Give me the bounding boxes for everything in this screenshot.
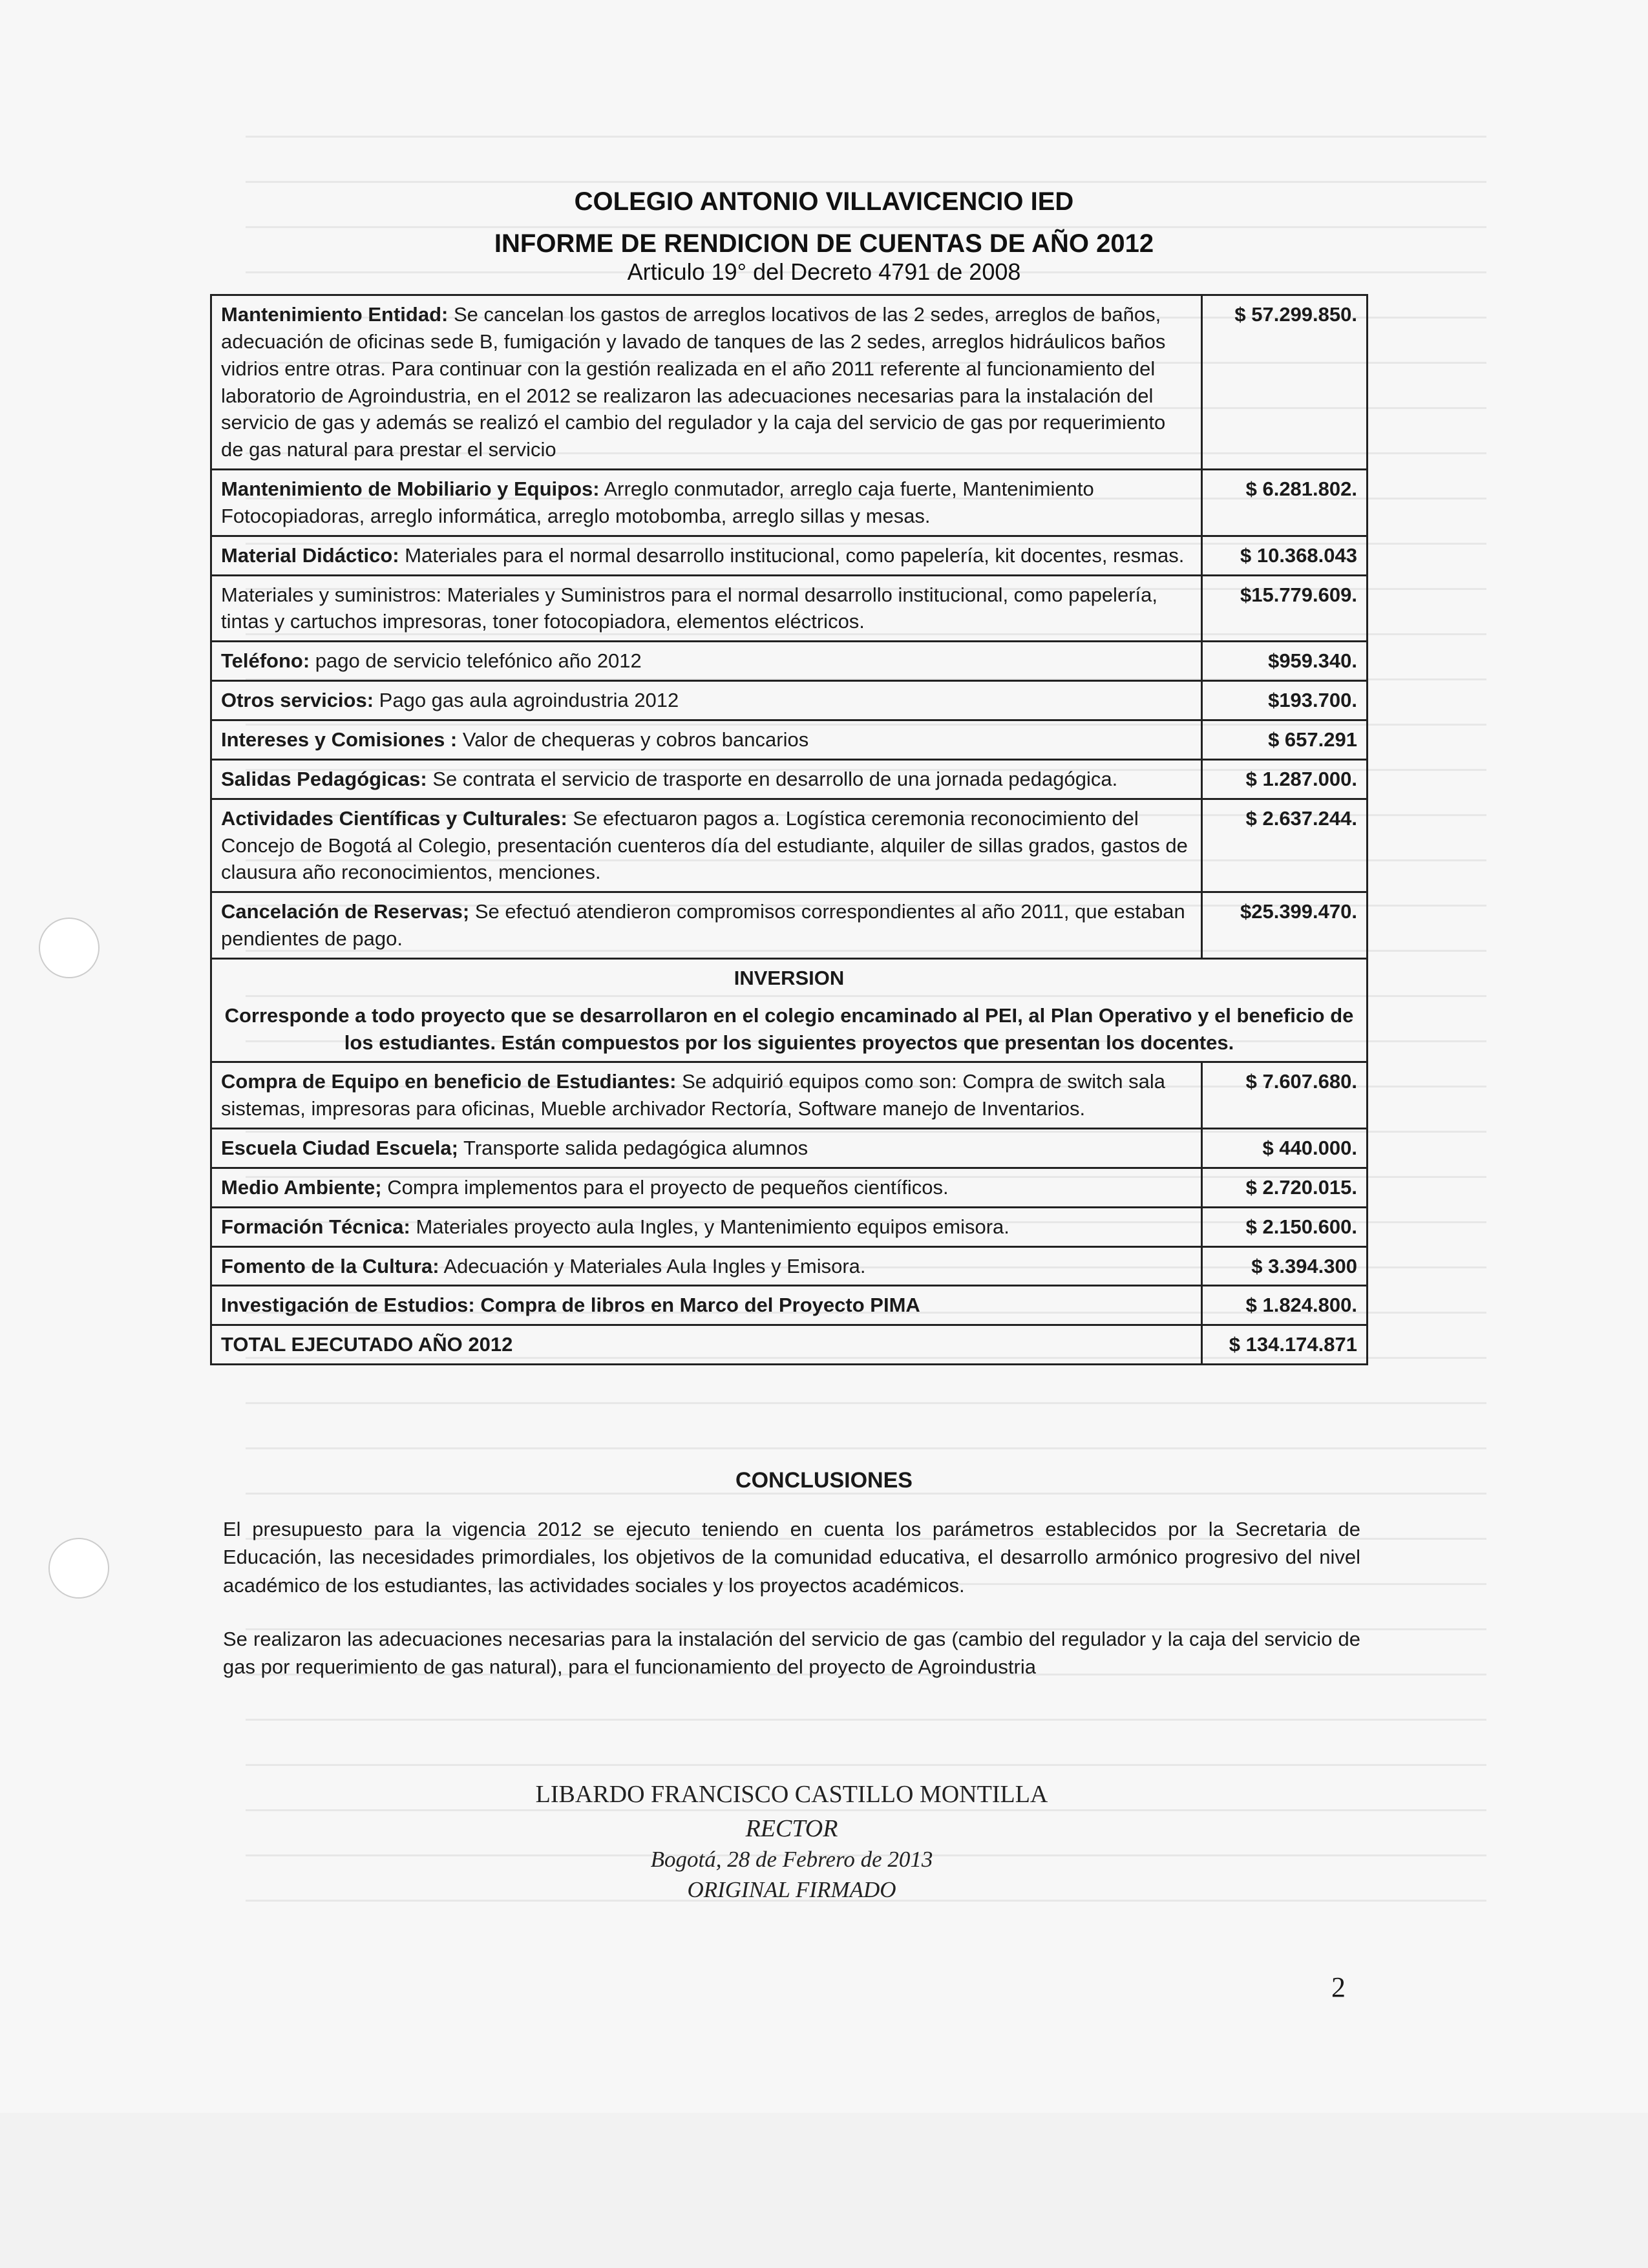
table-row bbox=[211, 536, 1368, 575]
row-amount: $ 2.637.244. bbox=[1202, 799, 1368, 892]
report-title: INFORME DE RENDICION DE CUENTAS DE AÑO 2012 bbox=[494, 229, 1154, 258]
decree-reference: Articulo 19° del Decreto 4791 de 2008 bbox=[627, 258, 1021, 285]
row-description bbox=[211, 295, 1202, 470]
row-text: Materiales y suministros: Materiales y Suministros para el normal desarrollo institucional, como papelería, tintas y cartuchos impresoras, toner fotocopiadora, elementos eléctricos. bbox=[221, 583, 1157, 633]
row-label: Salidas Pedagógicas: bbox=[221, 767, 427, 790]
row-label: Actividades Científicas y Culturales: bbox=[221, 806, 567, 830]
row-description bbox=[211, 1246, 1202, 1286]
table-row bbox=[211, 799, 1368, 892]
table-row bbox=[211, 681, 1368, 720]
row-text: Se efectuó atendieron compromisos correspondientes al año 2011, que estaban pendientes de pago. bbox=[221, 900, 1185, 950]
row-text: Se efectuaron pagos a. Logística ceremonia reconocimiento del Concejo de Bogotá al Colegio, presentación cuenteros día del estudiante, alquiler de sillas grados, gastos de clausura año reconocimientos, menciones. bbox=[221, 806, 1188, 884]
row-label: Formación Técnica: bbox=[221, 1215, 410, 1238]
row-description bbox=[211, 681, 1202, 720]
conclusions-paragraph-2: Se realizaron las adecuaciones necesarias para la instalación del servicio de gas (cambio del regulador y la caja del servicio de gas por requerimiento de gas natural), para el funcionamiento del proyecto de Agroindustria bbox=[223, 1628, 1360, 1679]
row-text: Materiales para el normal desarrollo institucional, como papelería, kit docentes, resmas. bbox=[399, 543, 1185, 567]
row-amount: $ 7.607.680. bbox=[1202, 1062, 1368, 1129]
row-label: Material Didáctico: bbox=[221, 543, 399, 567]
signer-name: LIBARDO FRANCISCO CASTILLO MONTILLA bbox=[535, 1781, 1048, 1808]
row-label: Mantenimiento de Mobiliario y Equipos: bbox=[221, 478, 600, 501]
row-label: Otros servicios: bbox=[221, 689, 374, 712]
row-label: Fomento de la Cultura: bbox=[221, 1254, 439, 1277]
punch-hole bbox=[48, 1538, 109, 1599]
row-amount: $ 10.368.043 bbox=[1202, 536, 1368, 575]
inversion-description: Corresponde a todo proyecto que se desarrollaron en el colegio encaminado al PEI, al Plan Operativo y el beneficio de los estudiantes. Están compuestos por los siguientes proyectos que presentan los docentes. bbox=[224, 1003, 1354, 1054]
row-amount: $ 3.394.300 bbox=[1202, 1246, 1368, 1286]
table-row bbox=[211, 1246, 1368, 1286]
row-description bbox=[211, 1168, 1202, 1207]
row-description bbox=[211, 799, 1202, 892]
page-number: 2 bbox=[1331, 1971, 1346, 2003]
row-amount: $ 6.281.802. bbox=[1202, 470, 1368, 536]
table-row bbox=[211, 958, 1368, 1062]
row-amount: $ 657.291 bbox=[1202, 720, 1368, 759]
row-description bbox=[211, 470, 1202, 536]
row-description bbox=[211, 575, 1202, 642]
row-description bbox=[211, 642, 1202, 681]
expense-table bbox=[210, 294, 1368, 1365]
row-description bbox=[211, 892, 1202, 959]
row-label: Intereses y Comisiones : bbox=[221, 728, 458, 751]
row-label: Medio Ambiente; bbox=[221, 1175, 382, 1199]
row-label: Teléfono: bbox=[221, 649, 310, 673]
total-label: TOTAL EJECUTADO AÑO 2012 bbox=[211, 1325, 1202, 1365]
inversion-rows bbox=[211, 1062, 1368, 1325]
row-text: Arreglo conmutador, arreglo caja fuerte, Mantenimiento Fotocopiadoras, arreglo informática, arreglo motobomba, arreglo sillas y mesas. bbox=[221, 478, 1094, 527]
row-label: Mantenimiento Entidad: bbox=[221, 303, 449, 326]
row-description bbox=[211, 1286, 1202, 1325]
row-label: Cancelación de Reservas; bbox=[221, 900, 470, 923]
expense-rows bbox=[211, 295, 1368, 959]
table-row bbox=[211, 1286, 1368, 1325]
row-amount: $15.779.609. bbox=[1202, 575, 1368, 642]
row-text: Pago gas aula agroindustria 2012 bbox=[374, 689, 679, 712]
total-section bbox=[211, 1325, 1368, 1365]
row-text: Compra implementos para el proyecto de pequeños científicos. bbox=[381, 1175, 949, 1199]
row-text: Materiales proyecto aula Ingles, y Mantenimiento equipos emisora. bbox=[410, 1215, 1009, 1238]
row-amount: $ 2.150.600. bbox=[1202, 1207, 1368, 1246]
table-row bbox=[211, 892, 1368, 959]
row-text: Se adquirió equipos como son: Compra de switch sala sistemas, impresoras para oficinas, Mueble archivador Rectoría, Software manejo de Inventarios. bbox=[221, 1070, 1165, 1120]
row-label: Escuela Ciudad Escuela; bbox=[221, 1137, 458, 1160]
row-text: Se cancelan los gastos de arreglos locativos de las 2 sedes, arreglos de baños, adecuación de oficinas sede B, fumigación y lavado de tanques de las 2 sedes, arreglos hidráulicos baños vidrios entre otras. Para continuar con la gestión realizada en el año 2011 referente al funcionamiento del laboratorio de Agroindustria, en el 2012 se realizaron las adecuaciones necesarias para la instalación del servicio de gas y además se realizó el cambio del regulador y la caja del servicio de gas por requerimiento de gas natural para prestar el servicio bbox=[221, 303, 1166, 461]
row-description bbox=[211, 1129, 1202, 1168]
row-text: Valor de chequeras y cobros bancarios bbox=[457, 728, 809, 751]
row-amount: $ 2.720.015. bbox=[1202, 1168, 1368, 1207]
table-row bbox=[211, 1129, 1368, 1168]
conclusions-paragraph-1: El presupuesto para la vigencia 2012 se ejecuto teniendo en cuenta los parámetros establecidos por la Secretaria de Educación, las necesidades primordiales, los objetivos de la comunidad educativa, el desarrollo armónico progresivo del nivel académico de los estudiantes, las actividades sociales y los proyectos académicos. bbox=[223, 1518, 1360, 1597]
table-row bbox=[211, 759, 1368, 799]
inversion-cell bbox=[211, 958, 1368, 1062]
total-row bbox=[211, 1325, 1368, 1365]
table-row bbox=[211, 1207, 1368, 1246]
row-amount: $ 1.824.800. bbox=[1202, 1286, 1368, 1325]
original-signed-note: ORIGINAL FIRMADO bbox=[687, 1877, 896, 1902]
row-amount: $ 1.287.000. bbox=[1202, 759, 1368, 799]
row-label: Compra de Equipo en beneficio de Estudiantes: bbox=[221, 1070, 677, 1093]
row-description bbox=[211, 1207, 1202, 1246]
table-row bbox=[211, 642, 1368, 681]
row-amount: $959.340. bbox=[1202, 642, 1368, 681]
conclusions-title: CONCLUSIONES bbox=[735, 1468, 913, 1493]
row-text: Se contrata el servicio de trasporte en desarrollo de una jornada pedagógica. bbox=[427, 767, 1118, 790]
row-text: Adecuación y Materiales Aula Ingles y Emisora. bbox=[439, 1254, 866, 1277]
table-row bbox=[211, 720, 1368, 759]
row-text: pago de servicio telefónico año 2012 bbox=[310, 649, 642, 673]
row-amount: $193.700. bbox=[1202, 681, 1368, 720]
row-amount: $ 57.299.850. bbox=[1202, 295, 1368, 470]
row-description bbox=[211, 720, 1202, 759]
signer-role: RECTOR bbox=[745, 1815, 838, 1842]
row-amount: $25.399.470. bbox=[1202, 892, 1368, 959]
table-row bbox=[211, 295, 1368, 470]
table-row bbox=[211, 1168, 1368, 1207]
row-description bbox=[211, 1062, 1202, 1129]
table-row bbox=[211, 575, 1368, 642]
punch-hole bbox=[39, 918, 100, 978]
place-date: Bogotá, 28 de Febrero de 2013 bbox=[650, 1847, 933, 1872]
inversion-section bbox=[211, 958, 1368, 1062]
row-description bbox=[211, 536, 1202, 575]
row-text: Transporte salida pedagógica alumnos bbox=[458, 1137, 808, 1160]
table-row bbox=[211, 1062, 1368, 1129]
total-amount: $ 134.174.871 bbox=[1202, 1325, 1368, 1365]
school-name: COLEGIO ANTONIO VILLAVICENCIO IED bbox=[574, 187, 1074, 216]
row-label: Investigación de Estudios: Compra de libros en Marco del Proyecto PIMA bbox=[221, 1294, 920, 1317]
row-amount: $ 440.000. bbox=[1202, 1129, 1368, 1168]
inversion-title: INVERSION bbox=[734, 966, 845, 989]
row-description bbox=[211, 759, 1202, 799]
table-row bbox=[211, 470, 1368, 536]
